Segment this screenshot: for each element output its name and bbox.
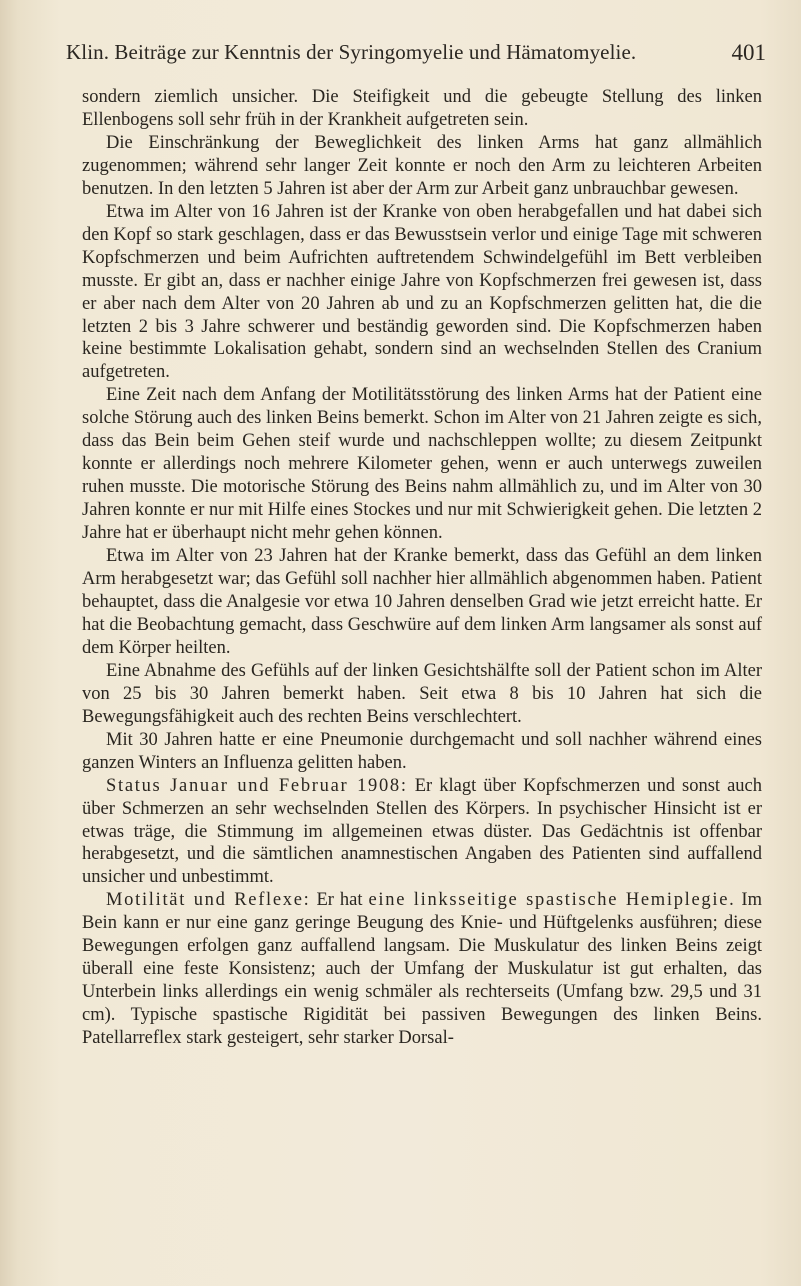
- running-head: Klin. Beiträge zur Kenntnis der Syringomyelie und Hämatomyelie.: [66, 40, 637, 64]
- motility-heading: Motilität und Reflexe:: [106, 890, 311, 911]
- paragraph-text: Er hat: [310, 890, 369, 911]
- page-header: [66, 40, 766, 80]
- paragraph-text: Mit 30 Jahren hatte er eine Pneumonie durchgemacht und soll nachher während eines ganzen Winters an Influenza gelitten haben.: [82, 729, 762, 773]
- paragraph-1: [82, 86, 762, 132]
- paragraph-7: [82, 729, 762, 775]
- body-text: [82, 86, 762, 1050]
- paragraph-4: [82, 384, 762, 545]
- page-number: 401: [731, 40, 766, 65]
- paragraph-text: Im Bein kann er nur eine ganz geringe Beugung des Knie- und Hüftgelenks ausführen; diese Bewegungen erfolgen ganz auffallend langsam. Die Muskulatur des linken Beins zeigt überall eine feste Konsistenz; auch der Umfang der Muskulatur ist gut erhalten, das Unterbein links allerdings ein wenig schmäler als rechterseits (Umfang bzw. 29,5 und 31 cm). Typische spastische Rigidität bei passiven Bewegungen des linken Beins. Patellarreflex stark gesteigert, sehr starker Dorsal-: [82, 890, 762, 1049]
- paragraph-text: Er klagt über Kopfschmerzen und sonst auch über Schmerzen an sehr wechselnden Stellen des Körpers. In psychischer Hinsicht ist er etwas träge, die Stimmung im allgemeinen etwas düster. Das Gedächtnis ist offenbar herabgesetzt, und die sämtlichen anamnestischen Angaben des Patienten sind auffallend unsicher und unbestimmt.: [82, 775, 762, 888]
- paragraph-text: Eine Zeit nach dem Anfang der Motilitätsstörung des linken Arms hat der Patient eine solche Störung auch des linken Beins bemerkt. Schon im Alter von 21 Jahren zeigte es sich, dass das Bein beim Gehen steif wurde und nachschleppen wollte; zu diesem Zeitpunkt konnte er allerdings noch mehrere Kilometer gehen, wenn er auch unterwegs zuweilen ruhen musste. Die motorische Störung des Beins nahm allmählich zu, und im Alter von 30 Jahren konnte er nur mit Hilfe eines Stockes und nur mit Schwierigkeit gehen. Die letzten 2 Jahre hat er überhaupt nicht mehr gehen können.: [82, 385, 762, 544]
- paragraph-3: [82, 201, 762, 385]
- paragraph-text: sondern ziemlich unsicher. Die Steifigkeit und die gebeugte Stellung des linken Ellenbogens soll sehr früh in der Krankheit aufgetreten sein.: [82, 87, 762, 130]
- paragraph-text: Etwa im Alter von 16 Jahren ist der Kranke von oben herabgefallen und hat dabei sich den Kopf so stark geschlagen, dass er das Bewusstsein verlor und einige Tage mit schweren Kopfschmerzen und beim Aufrichten auftretendem Schwindelgefühl im Bett verbleiben musste. Er gibt an, dass er nachher einige Jahre von Kopfschmerzen frei gewesen ist, dass er aber nach dem Alter von 20 Jahren ab und zu an Kopfschmerzen gelitten hat, die die letzten 2 bis 3 Jahre schwerer und beständig geworden sind. Die Kopfschmerzen haben keine bestimmte Lokalisation gehabt, sondern sind an wechselnden Stellen des Cranium aufgetreten.: [82, 201, 762, 383]
- paragraph-6: [82, 660, 762, 729]
- paragraph-motility: [82, 889, 762, 1050]
- paragraph-status: [82, 775, 762, 890]
- diagnosis-emphasis: eine linksseitige spastische Hemiplegie.: [368, 890, 736, 911]
- paragraph-text: Etwa im Alter von 23 Jahren hat der Kranke bemerkt, dass das Gefühl an dem linken Arm herabgesetzt war; das Gefühl soll nachher hier allmählich abgenommen haben. Patient behauptet, dass die Analgesie vor etwa 10 Jahren denselben Grad wie jetzt erreicht hatte. Er hat die Beobachtung gemacht, dass Geschwüre auf dem linken Arm langsamer als sonst auf dem Körper heilten.: [82, 546, 762, 658]
- paragraph-text: Die Einschränkung der Beweglichkeit des linken Arms hat ganz allmählich zugenommen; während sehr langer Zeit konnte er noch den Arm zu leichteren Arbeiten benutzen. In den letzten 5 Jahren ist aber der Arm zur Arbeit ganz unbrauchbar gewesen.: [82, 132, 762, 199]
- paragraph-2: [82, 132, 762, 201]
- paragraph-text: Eine Abnahme des Gefühls auf der linken Gesichtshälfte soll der Patient schon im Alter von 25 bis 30 Jahren bemerkt haben. Seit etwa 8 bis 10 Jahren hat sich die Bewegungsfähigkeit auch des rechten Beins verschlechtert.: [82, 660, 762, 727]
- status-heading: Status Januar und Februar 1908:: [106, 775, 408, 796]
- paragraph-5: [82, 545, 762, 660]
